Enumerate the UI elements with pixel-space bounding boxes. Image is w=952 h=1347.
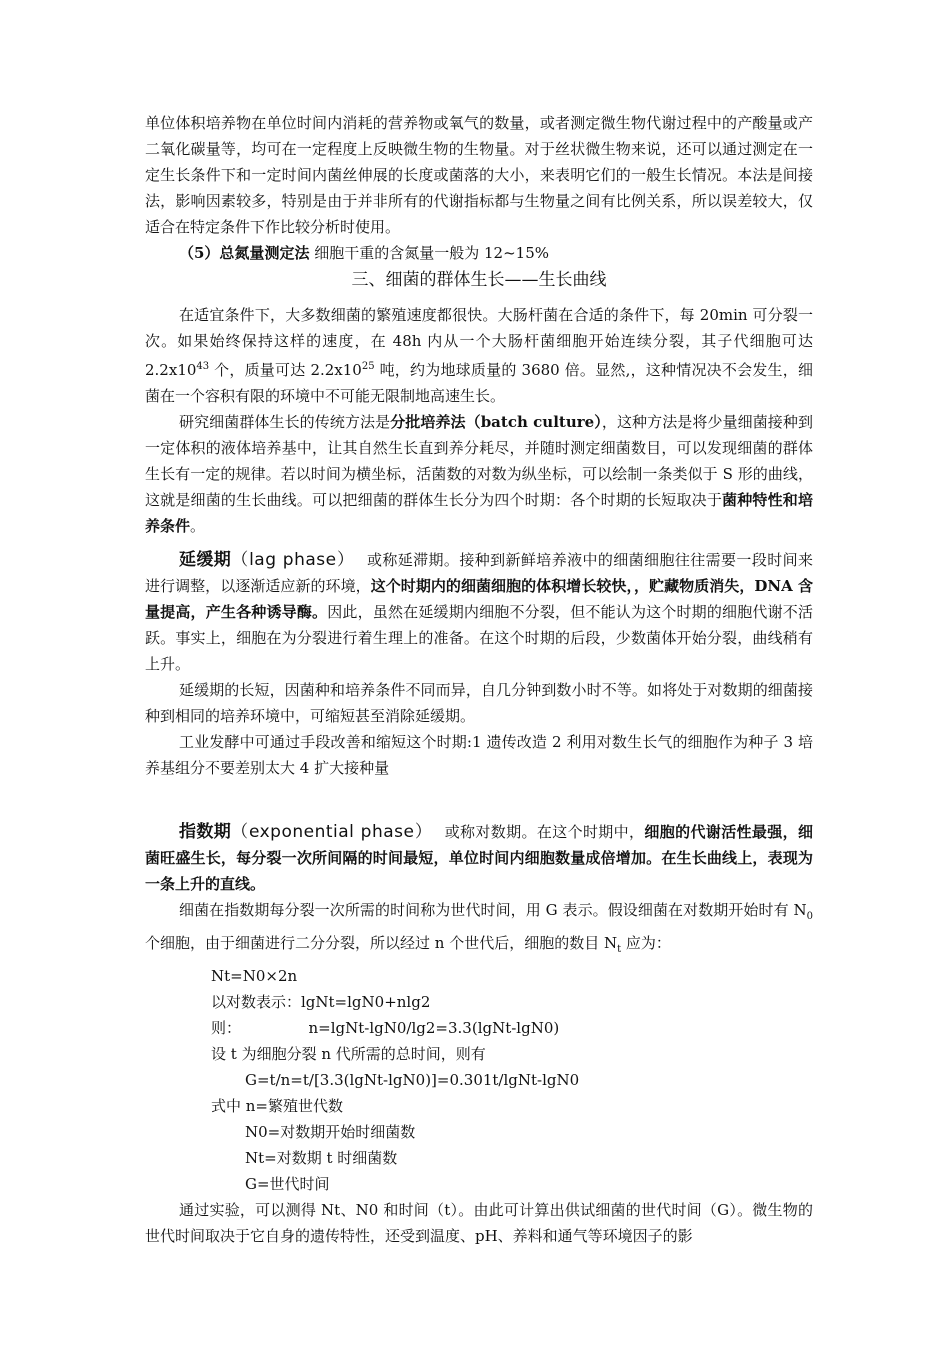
text-run: 个细胞，由于细菌进行二分分裂，所以经过 n 个世代后，细胞的数目 N [145, 934, 618, 952]
item-total-nitrogen-label: （5）总氮量测定法 [179, 244, 310, 262]
formula-t-intro: 设 t 为细胞分裂 n 代所需的总时间，则有 [211, 1045, 486, 1063]
formula-legend-n0: N0=对数期开始时细菌数 [245, 1123, 416, 1141]
document-page [145, 110, 813, 1249]
text-run: 。 [190, 517, 206, 535]
formula-g: G=t/n=t/[3.3(lgNt-lgN0)]=0.301t/lgNt-lgN0 [245, 1071, 580, 1089]
paragraph-lag-phase [145, 547, 813, 677]
text-run: 或称延滞期。接种到新鲜培养液中的细菌细胞往往需要一段时间来进行调整，以逐渐适应新的环境， [145, 551, 813, 595]
bold-exponential-characteristics: 细胞的代谢活性最强，细菌旺盛生长，每分裂一次所间隔的时间最短，单位时间内细胞数量成倍增加。在生长曲线上，表现为一条上升的直线。 [145, 823, 814, 893]
paragraph-generation-time [145, 897, 813, 963]
text-run: 个，质量可达 2.2x10 [209, 361, 362, 379]
lag-phase-title: 延缓期 [179, 550, 232, 570]
paragraph-exponential-phase [145, 819, 813, 897]
item-total-nitrogen [145, 240, 813, 266]
bold-term-conditions: 菌种特性和培养条件 [145, 491, 813, 535]
text-run: 在适宜条件下，大多数细菌的繁殖速度都很快。大肠杆菌在合适的条件下，每 20min 可分裂一次。如果始终保持这样的速度，在 48h 内从一个大肠杆菌细胞开始连续分裂，其子代细胞可达 2.2x10 [145, 306, 813, 379]
formula-log: 以对数表示：lgNt=lgN0+nlg2 [211, 993, 431, 1011]
text-run: 吨，约为地球质量的 3680 倍。显然,，这种情况决不会发生，细菌在一个容积有限的环境中不可能无限制地高速生长。 [145, 361, 813, 405]
paragraph-lag-duration: 延缓期的长短，因菌种和培养条件不同而异，自几分钟到数小时不等。如将处于对数期的细菌接种到相同的培养环境中，可缩短甚至消除延缓期。 [145, 681, 813, 725]
subscript: 0 [806, 911, 813, 922]
bold-term-batch-culture: 分批培养法（batch culture） [390, 413, 602, 431]
lag-phase-english: （lag phase） [231, 550, 347, 570]
bold-lag-characteristics: 这个时期内的细菌细胞的体积增长较快，，贮藏物质消失，DNA 含量提高，产生各种诱导酶。 [145, 577, 813, 621]
text-run: 研究细菌群体生长的传统方法是 [179, 413, 391, 431]
formula-nt: Nt=N0×2n [211, 967, 298, 985]
formula-legend-n: 式中 n=繁殖世代数 [211, 1097, 343, 1115]
paragraph-biomass-indirect: 单位体积培养物在单位时间内消耗的营养物或氧气的数量，或者测定微生物代谢过程中的产酸量或产二氧化碳量等，均可在一定程度上反映微生物的生物量。对于丝状微生物来说，还可以通过测定在一定生长条件下和一定时间内菌丝伸展的长度或菌落的大小，来表明它们的一般生长情况。本法是间接法，影响因素较多，特别是由于并非所有的代谢指标都与生物量之间有比例关系，所以误差较大，仅适合在特定条件下作比较分析时使用。 [145, 114, 813, 236]
text-run: 应为： [621, 934, 671, 952]
item-total-nitrogen-text: 细胞干重的含氮量一般为 12~15% [309, 244, 549, 262]
formula-n: 则： n=lgNt-lgN0/lg2=3.3(lgNt-lgN0) [211, 1019, 560, 1037]
section-heading [145, 266, 813, 294]
paragraph-lag-industrial: 工业发酵中可通过手段改善和缩短这个时期:1 遗传改造 2 利用对数生长气的细胞作为种子 3 培养基组分不要差别太大 4 扩大接种量 [145, 733, 813, 777]
formula-legend-g: G=世代时间 [245, 1175, 330, 1193]
text-run: 或称对数期。在这个时期中， [424, 823, 645, 841]
paragraph-growth-rate [145, 302, 813, 409]
superscript: 25 [361, 361, 375, 372]
paragraph-generation-factors: 通过实验，可以测得 Nt、N0 和时间（t）。由此可计算出供试细菌的世代时间（G）。微生物的世代时间取决于它自身的遗传特性，还受到温度、pH、养料和通气等环境因子的影 [145, 1201, 813, 1245]
exponential-phase-title: 指数期 [179, 822, 232, 842]
text-run: 因此，虽然在延缓期内细胞不分裂，但不能认为这个时期的细胞代谢不活跃。事实上，细胞在为分裂进行着生理上的准备。在这个时期的后段，少数菌体开始分裂，曲线稍有上升。 [145, 603, 813, 673]
exponential-phase-english: （exponential phase） [231, 822, 425, 842]
superscript: 43 [196, 361, 210, 372]
text-run: ，这种方法是将少量细菌接种到一定体积的液体培养基中，让其自然生长直到养分耗尽，并随时测定细菌数目，可以发现细菌的群体生长有一定的规律。若以时间为横坐标，活菌数的对数为纵坐标，可以绘制一条类似于 S 形的曲线，这就是细菌的生长曲线。可以把细菌的群体生长分为四个时期：各个时期的长短取决于 [145, 413, 813, 509]
formula-legend-nt: Nt=对数期 t 时细菌数 [245, 1149, 398, 1167]
paragraph-batch-culture [145, 409, 813, 539]
subscript: t [617, 944, 622, 955]
text-run: 细菌在指数期每分裂一次所需的时间称为世代时间，用 G 表示。假设细菌在对数期开始时有 N [179, 901, 807, 919]
section-heading-text: 三、细菌的群体生长——生长曲线 [351, 270, 607, 290]
